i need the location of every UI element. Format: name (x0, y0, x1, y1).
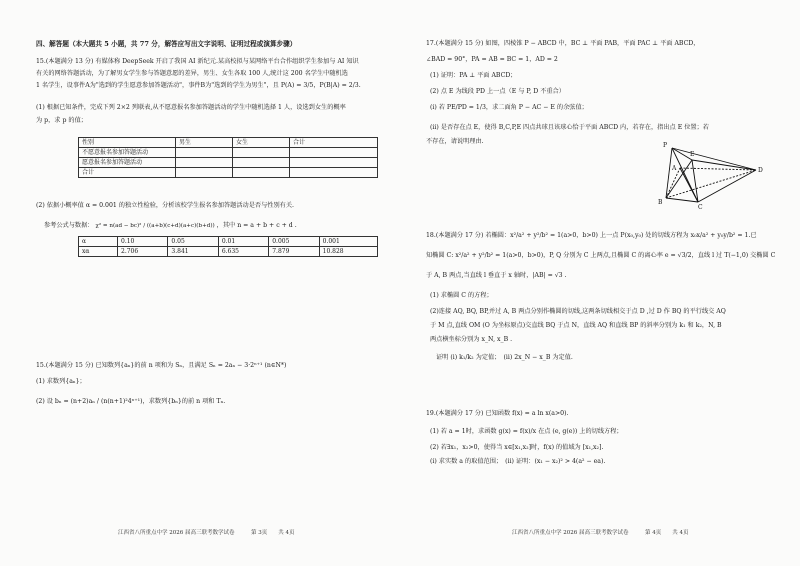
chi-square-formula: χ² = n(ad − bc)² / ((a+b)(c+d)(a+c)(b+d)) (95, 223, 215, 229)
q18-line-5: (2)连接 AQ, BQ, BP,并过 A, B 两点分别作椭圆的切线,这两条切线相交于点 D ,过 D 作 BQ 的平行线交 AQ (430, 308, 726, 315)
table-row (79, 247, 378, 257)
label-e: E (690, 151, 695, 158)
q18-line-2: 知椭圆 C: x²/a² + y²/b² = 1(a>0，b>0)，P, Q 分别为 C 上两点,且椭圆 C 的离心率 e = √3/2，直线 l 过 T(−1,0) 交椭圆 C (426, 252, 776, 259)
q18-line-6: 于 M 点,直线 OM (O 为坐标原点)交直线 BQ 于点 N，直线 AQ 和直线 BP 的斜率分别为 k₁ 和 k₂，N, B (430, 322, 722, 329)
table-row-label: 愿意报名参加答题活动 (79, 158, 176, 168)
section-title: 四、解答题（本大题共 5 小题，共 77 分，解答应写出文字说明、证明过程或演算步骤） (36, 40, 297, 48)
label-d: D (758, 167, 763, 174)
table-cell: 0.10 (118, 237, 168, 247)
table-cell: xα (79, 247, 118, 257)
q15a-line-5: 为 p，求 p 的值； (36, 117, 87, 124)
table-row (79, 237, 378, 247)
q15a-part2: (2) 依据小概率值 α = 0.001 的独立性检验，分析该校学生报名参加答题活动是否与性别有关. (36, 202, 295, 209)
table-row (79, 148, 378, 158)
q15a-line-2: 有关的网络答题活动，为了解男女学生参与答题意愿的差异，男生、女生各取 100 人,统计这 200 名学生中随机选 (36, 70, 348, 77)
q17-line-2: ∠BAD = 90°，PA = AB = BC = 1，AD = 2 (426, 56, 558, 63)
reference-suffix: ，其中 n = a + b + c + d . (216, 222, 297, 229)
q19-line-1: 19.(本题满分 17 分) 已知函数 f(x) = a ln x(a>0). (426, 410, 569, 417)
left-footer: 江西省八所重点中学 2026 届高三联考数学试卷 第 3页 共 4页 (118, 530, 295, 536)
q18-line-7: 两点横坐标分别为 x_N, x_B . (430, 336, 513, 343)
reference-prefix: 参考公式与数据： (44, 222, 94, 229)
table-cell: 10.828 (319, 247, 377, 257)
q15a-line-4: (1) 根据已知条件，完成下列 2×2 列联表,从不愿意报名参加答题活动的学生中随机选择 1 人，设选到女生的概率 (36, 104, 346, 111)
table-cell: 7.879 (269, 247, 319, 257)
table-header-cell: 合计 (290, 138, 378, 148)
reference-formula (44, 222, 297, 230)
table-cell: 0.01 (218, 237, 268, 247)
q19-line-3: (2) 若∃x₁，x₂>0，使得当 x∈[x₁,x₂]时，f(x) 的值域为 [x₁,x₂]. (430, 444, 604, 451)
q15b-line-2: (1) 求数列{aₙ}； (36, 378, 86, 385)
table-row-label: 不愿意报名参加答题活动 (79, 148, 176, 158)
alpha-table (78, 236, 378, 257)
table-row-label: 合计 (79, 168, 176, 178)
right-column (400, 0, 800, 566)
contingency-table (78, 137, 378, 178)
table-row (79, 138, 378, 148)
right-footer: 江西省八所重点中学 2026 届高三联考数学试卷 第 4页 共 4页 (512, 530, 689, 536)
q18-line-8: 证明 (i) k₁/k₂ 为定值； (ii) 2x_N − x_B 为定值. (436, 354, 573, 361)
q17-line-4: (2) 点 E 为线段 PD 上一点（E 与 P, D 不重合） (430, 88, 565, 95)
table-cell: 0.05 (168, 237, 218, 247)
q17-line-3: (1) 证明：PA ⊥ 平面 ABCD； (430, 72, 517, 79)
q15b-line-3: (2) 设 bₙ = (n+2)aₙ / (n(n+1)²4ⁿ⁺¹)，求数列{bₙ}的前 n 项和 Tₙ. (36, 398, 226, 405)
table-cell: 0.001 (319, 237, 377, 247)
q15b-line-1: 15.(本题满分 15 分) 已知数列{aₙ}的前 n 项和为 Sₙ，且满足 Sₙ = 2aₙ − 3·2ⁿ⁺¹ (n∈N*) (36, 362, 287, 369)
q17-line-1: 17.(本题满分 15 分) 如图，四棱锥 P − ABCD 中，BC ⊥ 平面 PAB，平面 PAC ⊥ 平面 ABCD， (426, 40, 700, 47)
table-header-cell: 男生 (176, 138, 233, 148)
table-header-cell: 女生 (233, 138, 290, 148)
q18-line-1: 18.(本题满分 17 分) 若椭圆：x²/a² + y²/b² = 1(a>0，b>0) 上一点 P(x₀,y₀) 处的切线方程为 x₀x/a² + y₀y/b² = 1.已 (426, 232, 757, 239)
table-cell: 3.841 (168, 247, 218, 257)
table-cell: 0.005 (269, 237, 319, 247)
q15a-line-3: 1 名学生，设事件A为"选到的学生愿意参加答题活动"，事件B为"选到的学生为男生"，且 P(A) = 3/5，P(B|A) = 2/3. (36, 82, 361, 89)
q15a-line-1: 15.(本题满分 13 分) 有媒体称 DeepSeek 开启了我国 AI 新纪元.某高校拟与某网络平台合作组织学生参加与 AI 知识 (36, 58, 359, 65)
table-header-cell: 性别 (79, 138, 176, 148)
q17-line-5: (i) 若 PE/PD = 1/3，求二面角 P − AC − E 的余弦值； (430, 104, 588, 111)
q17-line-7: 不存在，请说明理由. (426, 138, 484, 145)
table-row (79, 158, 378, 168)
label-b: B (658, 199, 663, 206)
q17-line-6: (ii) 是否存在点 E，使得 B,C,P,E 四点共球且该球心恰于平面 ABCD 内，若存在，指出点 E 位置；若 (430, 124, 709, 131)
pyramid-figure (658, 140, 768, 210)
table-cell: 2.706 (118, 247, 168, 257)
table-row (79, 168, 378, 178)
q19-line-2: (1) 若 a = 1时，求函数 g(x) = f(x)/x 在点 (e, g(e)) 上的切线方程； (430, 428, 623, 435)
label-a: A (672, 165, 677, 172)
table-cell: α (79, 237, 118, 247)
q19-line-4: (i) 求实数 a 的取值范围； (ii) 证明：(x₁ − x₂)² > 4(a² − ea). (430, 458, 606, 465)
label-p: P (663, 142, 668, 149)
q18-line-4: (1) 求椭圆 C 的方程； (430, 292, 493, 299)
label-c: C (698, 204, 703, 210)
q18-line-3: 于 A, B 两点,当直线 l 垂直于 x 轴时，|AB| = √3 . (426, 272, 567, 279)
table-cell: 6.635 (218, 247, 268, 257)
